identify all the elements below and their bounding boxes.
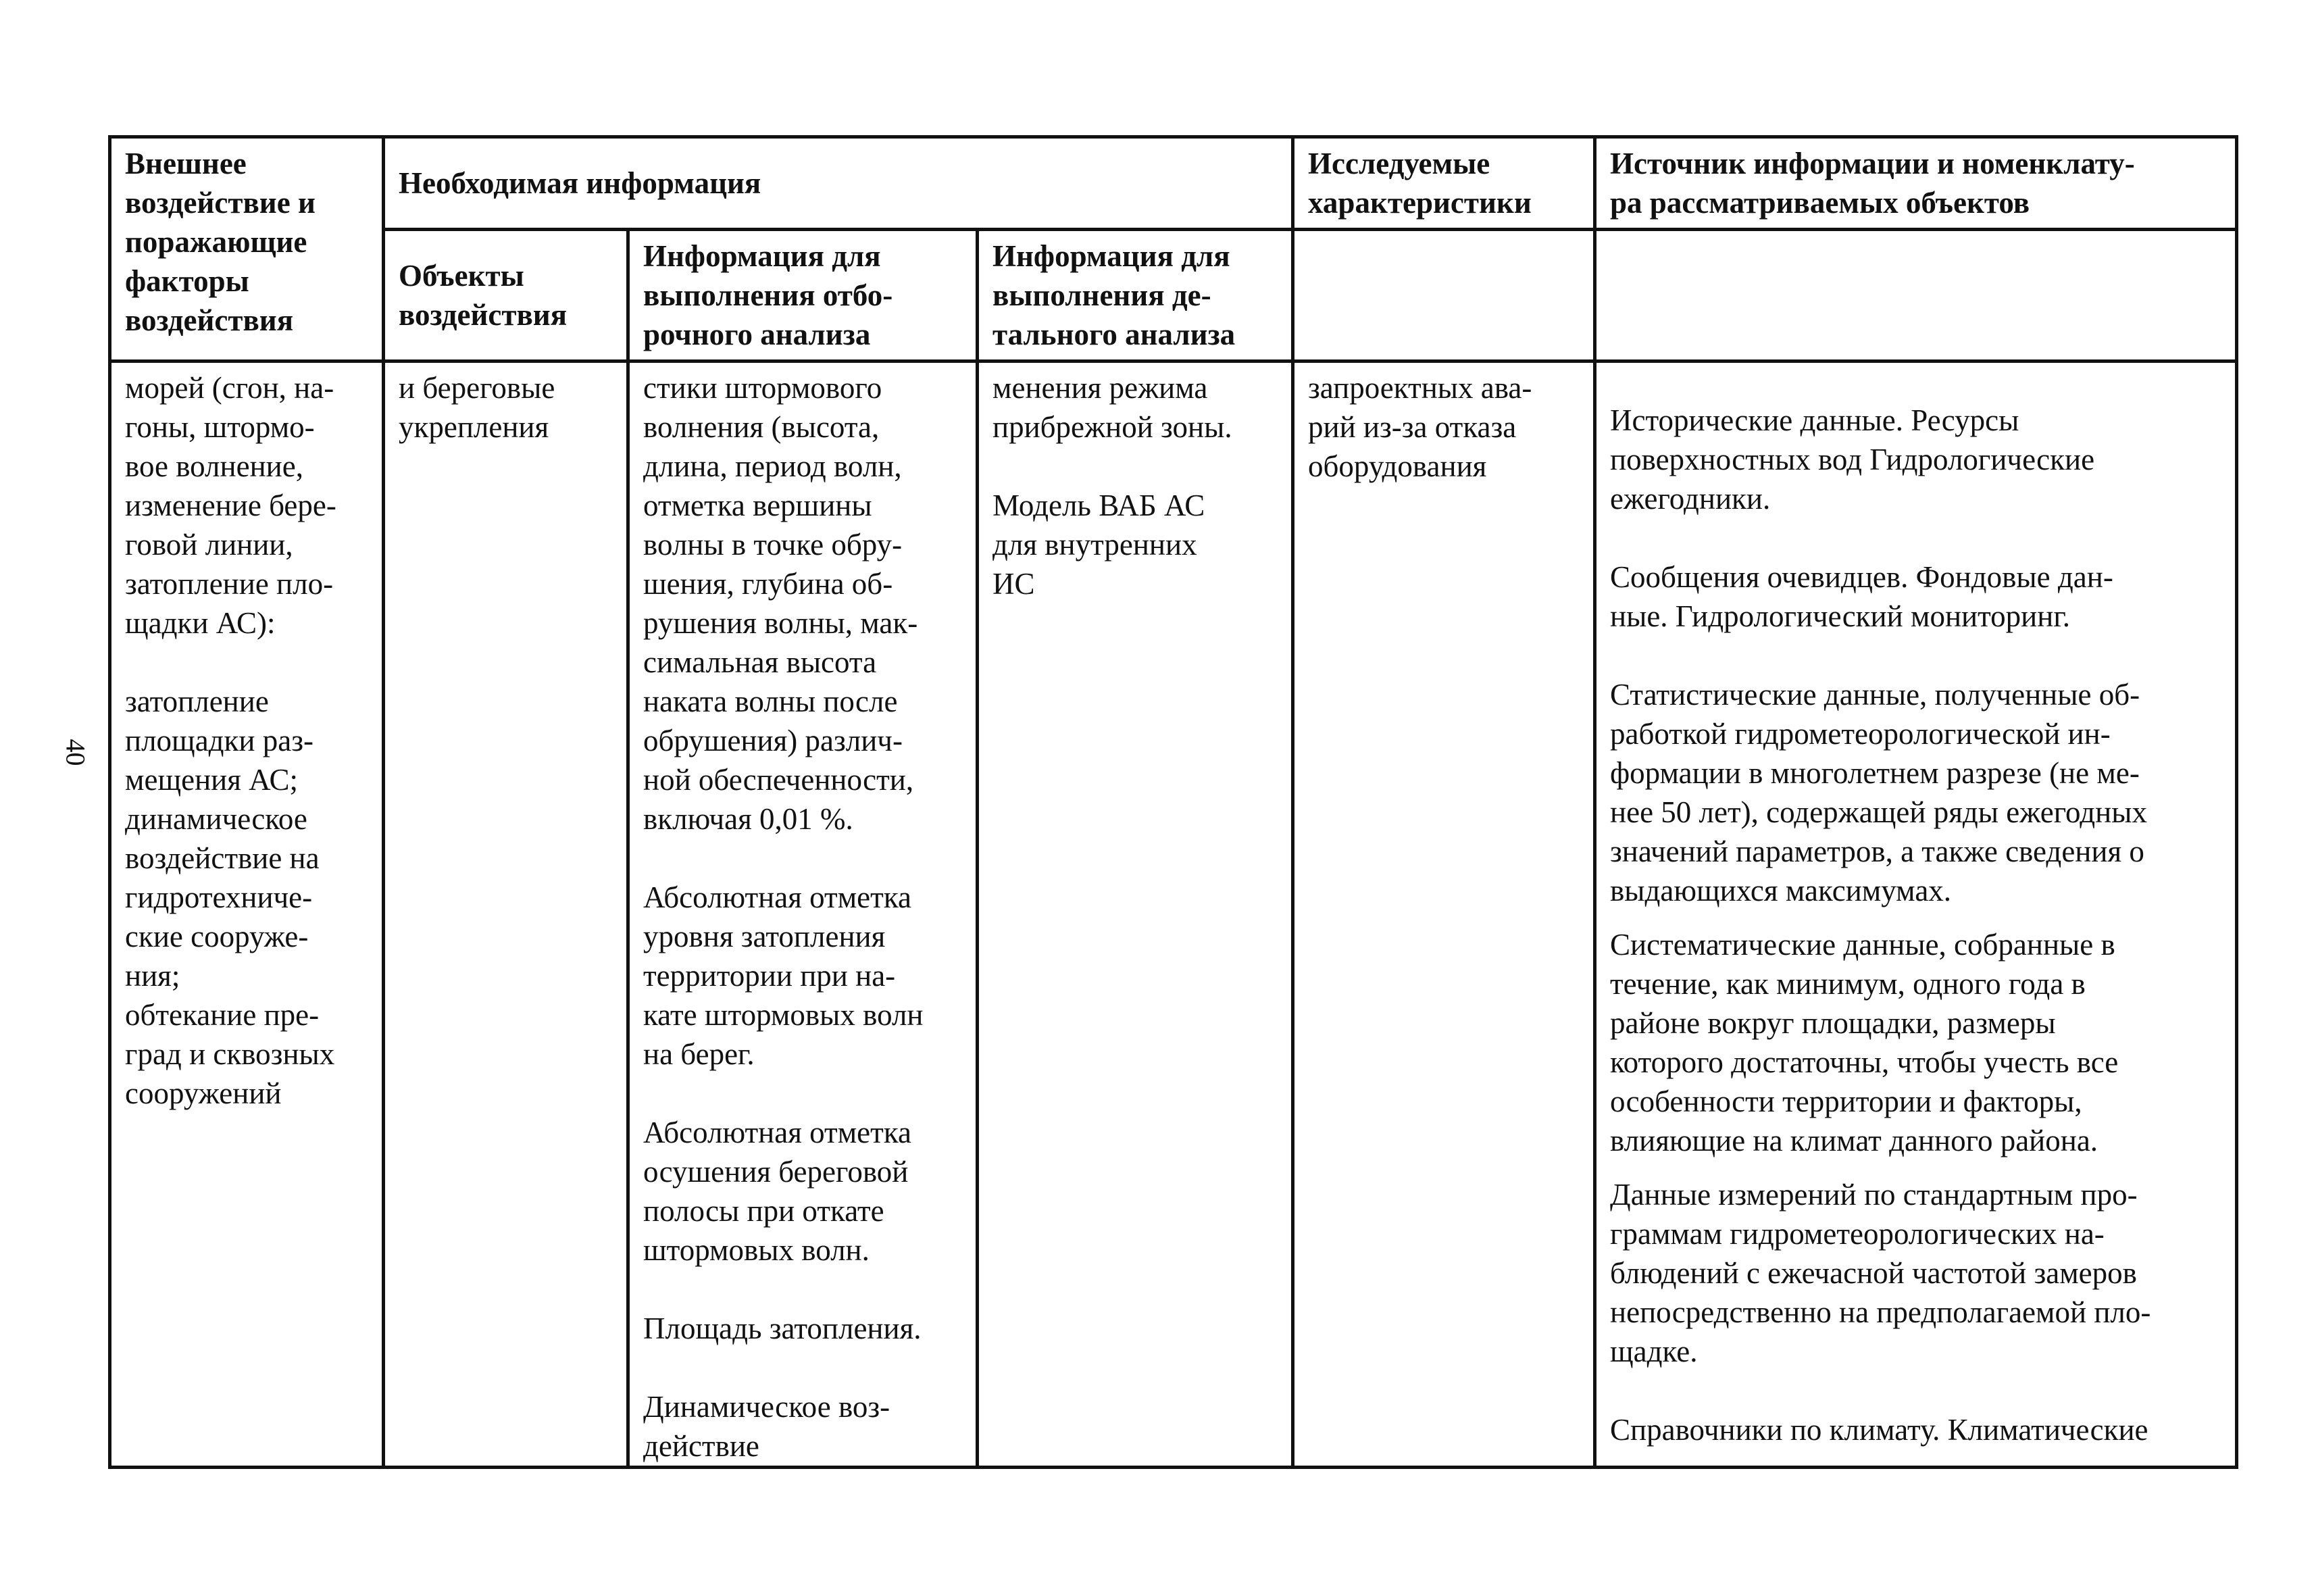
detailed-coastal-regime: менения режима прибрежной зоны. xyxy=(992,371,1232,444)
header-external-impact: Внешнее воздействие и поражающие факторы воздействия xyxy=(110,137,384,361)
screening-wave-params: стики штормового волнения (высота, длина, период волн, отметка вершины волны в точке обру- шения, глубина об- рушения волны, мак- симальная высота наката волны после обрушения) различ- ной обеспеченности, включая 0,01 %. xyxy=(643,371,918,836)
screening-drain-level: Абсолютная отметка осушения береговой полосы при откате штормовых волн. xyxy=(643,1116,911,1267)
screening-flood-level: Абсолютная отметка уровня затопления территории при на- кате штормовых волн на берег. xyxy=(643,880,924,1071)
header-info-source: Источник информации и номенклату- ра рассматриваемых объектов xyxy=(1595,137,2237,230)
source-historical: Исторические данные. Ресурсы поверхностных вод Гидрологические ежегодники. xyxy=(1610,403,2095,516)
source-statistics: Статистические данные, полученные об- работкой гидрометеорологической ин- формации в многолетнем разрезе (не ме- нее 50 лет), содержащей ряды ежегодных значений параметров, а также сведения о выдающихся максимумах. xyxy=(1610,678,2147,907)
header-screening-analysis: Информация для выполнения отбо- рочного анализа xyxy=(628,230,978,361)
impact-list: затопление площадки раз- мещения АС; динамическое воздействие на гидротехниче- ские сооруже- ния; обтекание пре- град и сквозных сооружений xyxy=(125,684,335,1110)
source-measurements: Данные измерений по стандартным про- граммам гидрометеорологических на- блюдений с ежечасной частотой замеров непосредственно на предполагаемой пло- щадке. xyxy=(1610,1178,2151,1368)
header-empty-studied xyxy=(1293,230,1595,361)
cell-external-impact xyxy=(110,361,384,1468)
cell-detailed-analysis xyxy=(978,361,1293,1468)
cell-screening-analysis xyxy=(628,361,978,1468)
table-row xyxy=(110,361,2237,1468)
page-number: 40 xyxy=(60,739,91,766)
header-detailed-analysis: Информация для выполнения де- тального анализа xyxy=(978,230,1293,361)
header-studied-characteristics: Исследуемые характеристики xyxy=(1293,137,1595,230)
screening-flood-area: Площадь затопления. xyxy=(643,1312,922,1345)
impact-intro: морей (сгон, на- гоны, штормо- вое волнение, изменение бере- говой линии, затопление пло- щадки АС): xyxy=(125,371,336,640)
requirements-table xyxy=(108,135,2238,1469)
screening-dynamic-impact: Динамическое воз- действие xyxy=(643,1390,890,1463)
source-climate-handbooks: Справочники по климату. Климатические xyxy=(1610,1413,2148,1447)
source-systematic: Систематические данные, собранные в течение, как минимум, одного года в районе вокруг площадки, размеры которого достаточны, чтобы учесть все особенности территории и факторы, влияющие на климат данного района. xyxy=(1610,928,2119,1157)
cell-info-source xyxy=(1595,361,2237,1468)
header-objects: Объекты воздействия xyxy=(384,230,628,361)
detailed-pra-model: Модель ВАБ АС для внутренних ИС xyxy=(992,489,1205,601)
header-required-info: Необходимая информация xyxy=(384,137,1293,230)
header-empty-source xyxy=(1595,230,2237,361)
cell-studied-characteristics: запроектных ава- рий из-за отказа оборудования xyxy=(1293,361,1595,1468)
cell-objects: и береговые укрепления xyxy=(384,361,628,1468)
source-eyewitness: Сообщения очевидцев. Фондовые дан- ные. Гидрологический мониторинг. xyxy=(1610,560,2113,633)
